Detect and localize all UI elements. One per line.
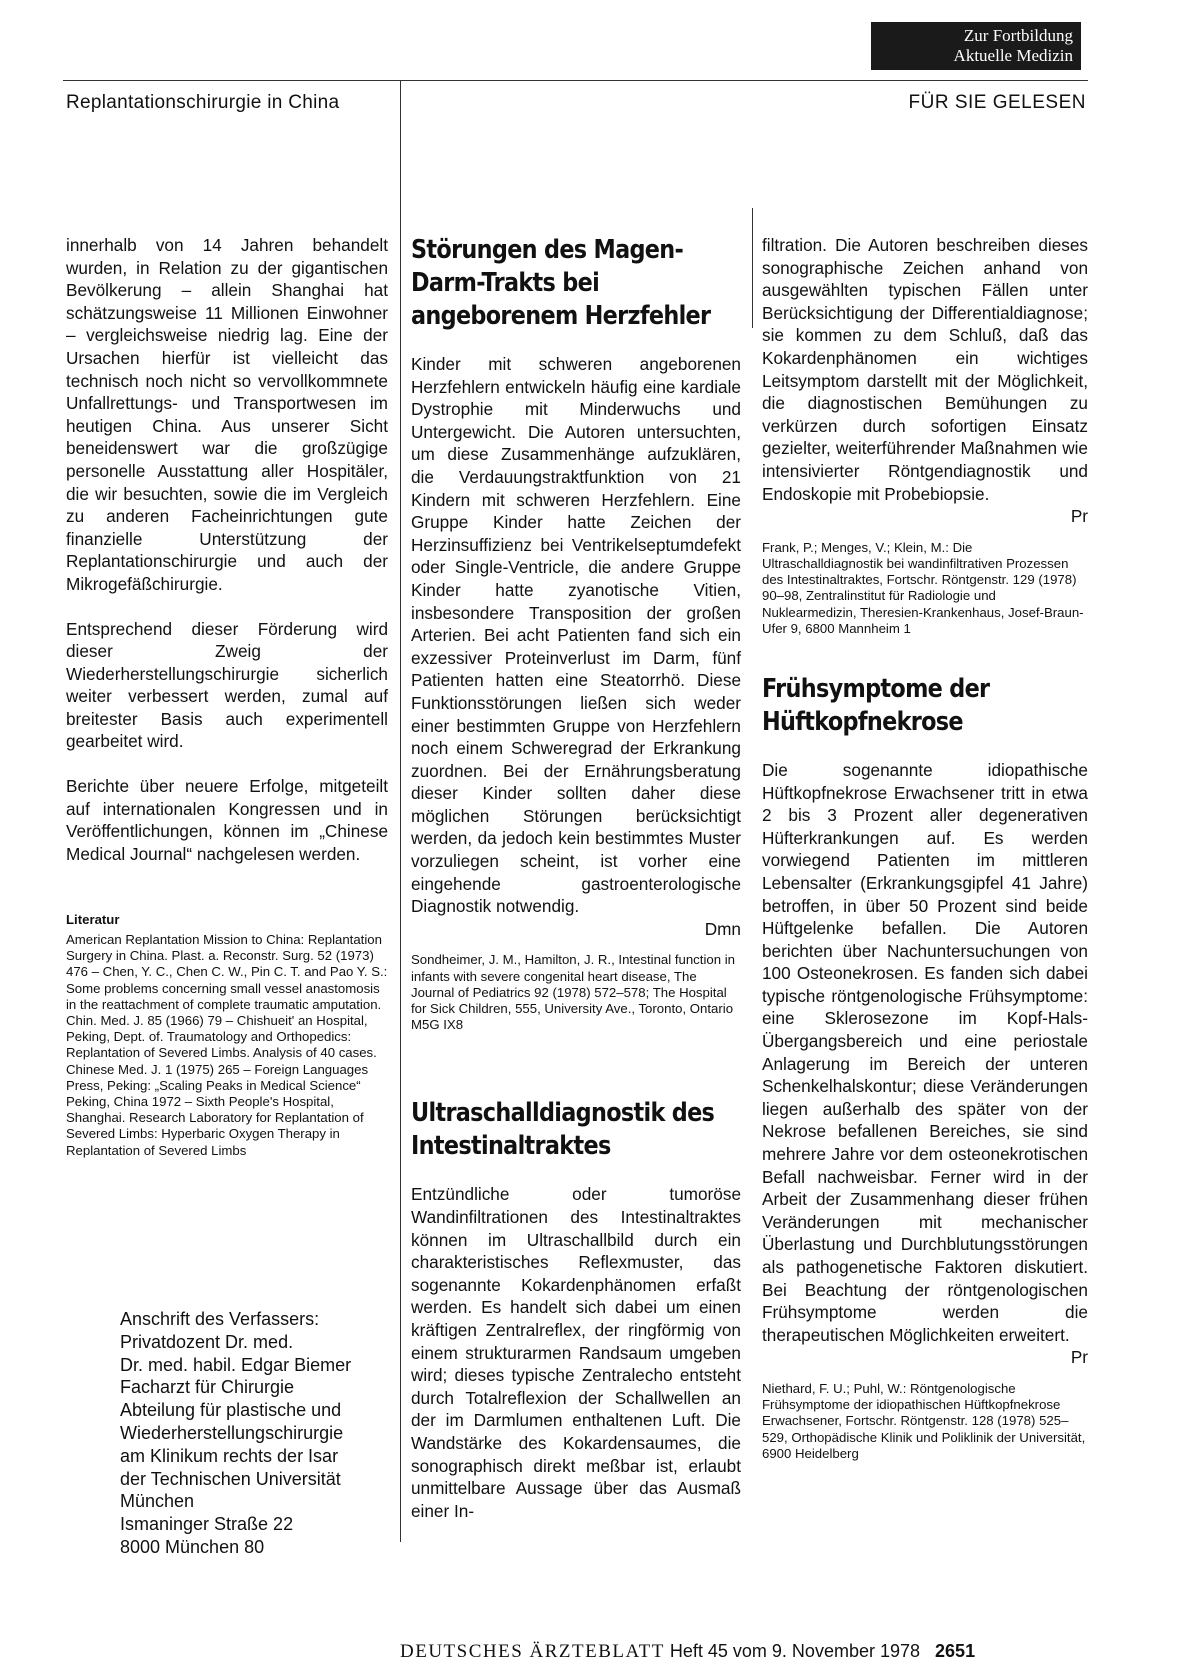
address-line: Facharzt für Chirurgie [120, 1377, 295, 1398]
section-badge [871, 22, 1081, 70]
address-line: Dr. med. habil. Edgar Biemer [120, 1354, 352, 1375]
badge-line-1: Zur Fortbildung [963, 26, 1073, 45]
article-3-title: Frühsymptome der Hüftkopfnekrose [762, 673, 990, 737]
article-3-reference: Niethard, F. U.; Puhl, W.: Röntgenologische Frühsymptome der idiopathischen Hüftkopfnekrose Erwachsener, Fortschr. Röntgenstr. 128 (1978) 525–529, Orthopädische Klinik und Poliklinik der Universität, 6900 Heidelberg [762, 1380, 1086, 1461]
address-line: 8000 München 80 [120, 1536, 265, 1557]
address-line: am Klinikum rechts der Isar [120, 1445, 339, 1466]
article-3-body: Die sogenannte idiopathische Hüftkopfnekrose Erwachsener tritt in etwa 2 bis 3 Prozent aller degenerativen Hüfterkrankungen auf. Es werden vorwiegend Patienten im mittleren Lebensalter (Erkrankungsgipfel 41 Jahre) betroffen, in über 50 Prozent sind beide Hüftgelenke befallen. Die Autoren berichten über Nachuntersuchungen von 100 Osteonekrosen. Es fanden sich dabei typische röntgenologische Frühsymptome: eine Sklerosezone im Kopf-Hals-Übergangsbereich und eine periostale Anlagerung im Bereich der unteren Schenkelhalskontur; diese Veränderungen liegen außerhalb des später von der Nekrose befallenen Bereiches, sie sind mehrere Jahre vor dem osteonekrotischen Befall nachweisbar. Ferner wird in der Arbeit der Zusammenhang dieser frühen Veränderungen mit mechanischer Überlastung und Durchblutungsstörungen als pathogenetische Faktoren diskutiert. Bei Beachtung der röntgenologischen Frühsymptome werden die therapeutischen Möglichkeiten erweitert. Pr [762, 759, 1088, 1368]
article-3-signature: Pr [1070, 1347, 1088, 1368]
col1-paragraph-2: Entsprechend dieser Förderung wird dieser Zweig der Wiederherstellungschirurgie sicherlich weiter verbessert werden, zumal auf breitester Basis auch experimentell gearbeitet wird. [66, 618, 388, 752]
literature-heading: Literatur [66, 912, 120, 928]
address-line: Ismaninger Straße 22 [120, 1514, 294, 1535]
running-title-left: Replantationschirurgie in China [66, 92, 340, 113]
author-address [120, 1308, 351, 1559]
column-3 [762, 234, 1088, 1462]
article-1-body: Kinder mit schweren angeborenen Herzfehlern entwickeln häufig eine kardiale Dystrophie mit Minderwuchs und Untergewicht. Die Autoren untersuchten, um diese Zusammenhänge aufzuklären, die Verdauungstraktfunktion von 21 Kindern mit schweren Herzfehlern. Eine Gruppe Kinder hatte Zeichen der Herzinsuffizienz bei Ventrikelseptumdefekt oder Single-Ventricle, die andere Gruppe Kinder hatte zyanotische Vitien, insbesondere Transposition der großen Arterien. Bei acht Patienten fand sich ein exzessiver Proteinverlust im Darm, fünf Patienten hatten eine Steatorrhö. Diese Funktionsstörungen ließen sich weder einer bestimmten Gruppe von Herzfehlern noch einem Schweregrad der Erkrankung zuordnen. Bei der Ernährungsberatung dieser Kinder sollten daher diese möglichen Störungen berücksichtigt werden, da jedoch kein bestimmtes Muster vorzuliegen scheint, ist vorher eine eingehende gastroenterologische Diagnostik notwendig. Dmn [411, 354, 741, 939]
address-line: Abteilung für plastische und [120, 1400, 342, 1421]
issue-info: Heft 45 vom 9. November 1978 [669, 1641, 921, 1661]
address-line: München [120, 1491, 195, 1512]
column-rule-2 [752, 208, 753, 328]
article-2-title: Ultraschalldiagnostik des Intestinaltraktes [411, 1098, 715, 1162]
address-line: Anschrift des Verfassers: [120, 1309, 320, 1329]
address-line: Privatdozent Dr. med. [120, 1331, 294, 1352]
running-title-right: FÜR SIE GELESEN [908, 92, 1086, 113]
page-number: 2651 [935, 1641, 976, 1661]
article-2-body-part-2: filtration. Die Autoren beschreiben dieses sonographische Zeichen anhand von ausgewählten typischen Fällen unter Berücksichtigung der Differentialdiagnose; sie kommen zu dem Schluß, daß das Kokardenphänomen ein wichtiges Leitsymptom darstellt mit der Möglichkeit, die diagnostischen Bemühungen zu verkürzen durch sofortigen Einsatz gezielter, weiterführender Maßnahmen wie intensivierter Röntgendiagnostik und Endoskopie mit Probebiopsie. Pr [762, 235, 1088, 527]
literature-list: American Replantation Mission to China: Replantation Surgery in China. Plast. a. Reconstr. Surg. 52 (1973) 476 – Chen, Y. C., Chen C. W., Pin C. T. and Pao Y. S.: Some problems concerning small vessel anastomosis in the reattachment of complete traumatic amputation. Chin. Med. J. 85 (1966) 79 – Chishueit' an Hospital, Peking, Dept. of. Traumatology and Orthopedics: Replantation of Severed Limbs. Analysis of 40 cases. Chinese Med. J. 1 (1975) 265 – Foreign Languages Press, Peking: „Scaling Peaks in Medical Science“ Peking, China 1972 – Sixth People's Hospital, Shanghai. Research Laboratory for Replantation of Severed Limbs: Hyperbaric Oxygen Therapy in Replantation of Severed Limbs [66, 932, 388, 1158]
article-2-signature: Pr [1070, 506, 1088, 527]
col1-paragraph-1: innerhalb von 14 Jahren behandelt wurden, in Relation zu der gigantischen Bevölkerung – allein Shanghai hat schätzungsweise 11 Millionen Einwohner – vergleichsweise niedrig lag. Eine der Ursachen hierfür ist vielleicht das technisch noch nicht so vervollkommnete Unfallrettungs- und Transportwesen im heutigen China. Aus unserer Sicht beneidenswert war die großzügige personelle Ausstattung aller Hospitäler, die wir besuchten, sowie die im Vergleich zu anderen Facheinrichtungen gute finanzielle Unterstützung der Replantationschirurgie und auch der Mikrogefäßchirurgie. [66, 235, 388, 594]
badge-line-2: Aktuelle Medizin [953, 46, 1073, 65]
article-2-body-part-1: Entzündliche oder tumoröse Wandinfiltrationen des Intestinaltraktes können im Ultraschallbild durch ein charakteristisches Reflexmuster, das sogenannte Kokardenphänomen erfaßt werden. Es handelt sich dabei um einen kräftigen Zentralreflex, der ringförmig von einem strukturarmen Randsaum umgeben wird; dieses typische Zentralecho entsteht durch Totalreflexion der Schallwellen an der im Darmlumen enthaltenen Luft. Die Wandstärke des Kokardensaumes, die sonographisch direkt meßbar ist, erlaubt unmittelbare Aussage über das Ausmaß einer In- [411, 1184, 741, 1521]
article-2-reference: Frank, P.; Menges, V.; Klein, M.: Die Ultraschalldiagnostik bei wandinfiltrativen Prozessen des Intestinaltraktes, Fortschr. Röntgenstr. 129 (1978) 90–98, Zentralinstitut für Radiologie und Nuklearmedizin, Theresien-Krankenhaus, Josef-Braun-Ufer 9, 6800 Mannheim 1 [762, 539, 1084, 636]
article-1-title: Störungen des Magen-Darm-Trakts bei angeborenem Herzfehler [411, 235, 711, 331]
address-line: Wiederherstellungschirurgie [120, 1422, 344, 1443]
address-line: der Technischen Universität [120, 1468, 341, 1489]
article-1-signature: Dmn [704, 918, 741, 939]
page-footer [400, 1641, 975, 1663]
header-rule [63, 80, 1088, 81]
col1-paragraph-3: Berichte über neuere Erfolge, mitgeteilt auf internationalen Kongressen und in Veröffentlichungen, können im „Chinese Medical Journal“ nachgelesen werden. [66, 776, 388, 864]
column-rule-1 [400, 80, 401, 1542]
journal-name: DEUTSCHES ÄRZTEBLATT [400, 1641, 665, 1662]
column-1 [66, 234, 388, 1159]
article-1-reference: Sondheimer, J. M., Hamilton, J. R., Intestinal function in infants with severe congenital heart disease, The Journal of Pediatrics 92 (1978) 572–578; The Hospital for Sick Children, 555, University Ave., Toronto, Ontario M5G IX8 [411, 952, 735, 1033]
column-2 [411, 234, 741, 1522]
